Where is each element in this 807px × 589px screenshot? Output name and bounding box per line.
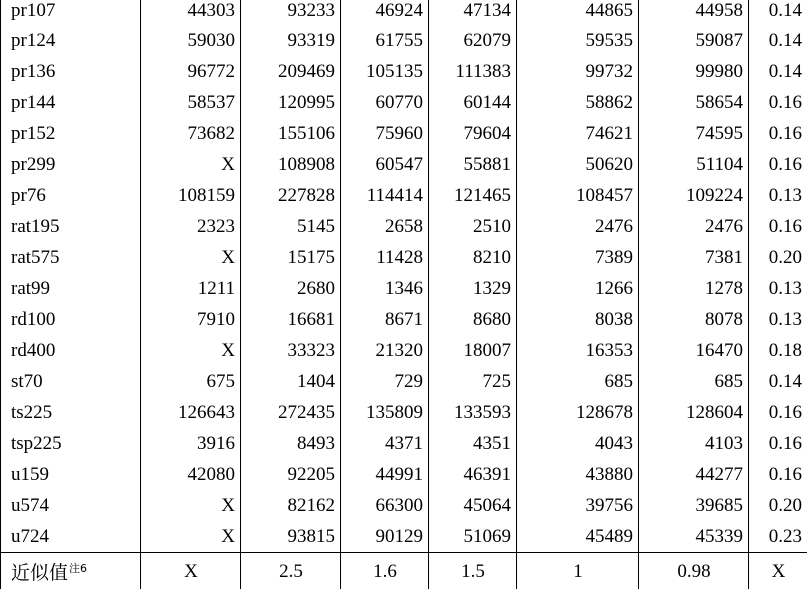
value-cell: 2476 xyxy=(517,211,639,242)
value-cell: 8210 xyxy=(429,242,517,273)
value-cell: 0.16 xyxy=(749,87,807,118)
value-cell: 33323 xyxy=(241,335,341,366)
value-cell: 0.14 xyxy=(749,366,807,397)
value-cell: 0.14 xyxy=(749,56,807,87)
value-cell: 42080 xyxy=(141,459,241,490)
value-cell: 44303 xyxy=(141,0,241,25)
value-cell: 16470 xyxy=(639,335,749,366)
value-cell: 55881 xyxy=(429,149,517,180)
value-cell: 2680 xyxy=(241,273,341,304)
value-cell: 2510 xyxy=(429,211,517,242)
value-cell: 90129 xyxy=(341,521,429,553)
value-cell: 43880 xyxy=(517,459,639,490)
instance-name-cell: u724 xyxy=(1,521,141,553)
value-cell: 62079 xyxy=(429,25,517,56)
value-cell: 0.16 xyxy=(749,428,807,459)
table-row xyxy=(1,397,807,428)
value-cell: 8493 xyxy=(241,428,341,459)
table-row xyxy=(1,366,807,397)
value-cell: 133593 xyxy=(429,397,517,428)
value-cell: 45489 xyxy=(517,521,639,553)
value-cell: 105135 xyxy=(341,56,429,87)
value-cell: 155106 xyxy=(241,118,341,149)
value-cell: 8671 xyxy=(341,304,429,335)
value-cell: 0.20 xyxy=(749,242,807,273)
table-row xyxy=(1,304,807,335)
instance-name-cell: rat195 xyxy=(1,211,141,242)
value-cell: 4371 xyxy=(341,428,429,459)
table-row xyxy=(1,56,807,87)
value-cell: 108457 xyxy=(517,180,639,211)
table-row xyxy=(1,211,807,242)
value-cell: 1278 xyxy=(639,273,749,304)
table-row xyxy=(1,428,807,459)
value-cell: X xyxy=(141,490,241,521)
value-cell: 0.18 xyxy=(749,335,807,366)
value-cell: 15175 xyxy=(241,242,341,273)
value-cell: 39756 xyxy=(517,490,639,521)
instance-name-cell: pr299 xyxy=(1,149,141,180)
value-cell: 74621 xyxy=(517,118,639,149)
value-cell: 45064 xyxy=(429,490,517,521)
value-cell: 4103 xyxy=(639,428,749,459)
value-cell: 93233 xyxy=(241,0,341,25)
value-cell: 135809 xyxy=(341,397,429,428)
value-cell: 120995 xyxy=(241,87,341,118)
approximation-value: 0.98 xyxy=(639,553,749,589)
value-cell: X xyxy=(141,521,241,553)
value-cell: 16681 xyxy=(241,304,341,335)
value-cell: 39685 xyxy=(639,490,749,521)
value-cell: 18007 xyxy=(429,335,517,366)
value-cell: 8078 xyxy=(639,304,749,335)
value-cell: 4043 xyxy=(517,428,639,459)
value-cell: 51069 xyxy=(429,521,517,553)
value-cell: 1346 xyxy=(341,273,429,304)
value-cell: 126643 xyxy=(141,397,241,428)
instance-name-cell: rat575 xyxy=(1,242,141,273)
value-cell: 58537 xyxy=(141,87,241,118)
value-cell: 93815 xyxy=(241,521,341,553)
value-cell: 128604 xyxy=(639,397,749,428)
value-cell: 1211 xyxy=(141,273,241,304)
value-cell: 44958 xyxy=(639,0,749,25)
value-cell: 46391 xyxy=(429,459,517,490)
value-cell: 3916 xyxy=(141,428,241,459)
value-cell: 0.16 xyxy=(749,397,807,428)
instance-name-cell: pr144 xyxy=(1,87,141,118)
value-cell: 1329 xyxy=(429,273,517,304)
approximation-value: X xyxy=(749,553,807,589)
table-row xyxy=(1,459,807,490)
instance-name-cell: u574 xyxy=(1,490,141,521)
value-cell: 729 xyxy=(341,366,429,397)
value-cell: 0.16 xyxy=(749,149,807,180)
value-cell: 109224 xyxy=(639,180,749,211)
value-cell: 79604 xyxy=(429,118,517,149)
value-cell: 73682 xyxy=(141,118,241,149)
value-cell: 75960 xyxy=(341,118,429,149)
value-cell: 7381 xyxy=(639,242,749,273)
value-cell: 108908 xyxy=(241,149,341,180)
instance-name-cell: tsp225 xyxy=(1,428,141,459)
table-row xyxy=(1,25,807,56)
value-cell: 108159 xyxy=(141,180,241,211)
value-cell: 2323 xyxy=(141,211,241,242)
value-cell: 0.23 xyxy=(749,521,807,553)
value-cell: 51104 xyxy=(639,149,749,180)
value-cell: 59535 xyxy=(517,25,639,56)
value-cell: 1404 xyxy=(241,366,341,397)
value-cell: 92205 xyxy=(241,459,341,490)
value-cell: 725 xyxy=(429,366,517,397)
approximation-value: 1 xyxy=(517,553,639,589)
value-cell: 44991 xyxy=(341,459,429,490)
value-cell: 0.13 xyxy=(749,304,807,335)
value-cell: 45339 xyxy=(639,521,749,553)
value-cell: 0.13 xyxy=(749,180,807,211)
value-cell: 2658 xyxy=(341,211,429,242)
value-cell: 96772 xyxy=(141,56,241,87)
table-row xyxy=(1,335,807,366)
instance-name-cell: rd100 xyxy=(1,304,141,335)
value-cell: 66300 xyxy=(341,490,429,521)
value-cell: 4351 xyxy=(429,428,517,459)
instance-name-cell: st70 xyxy=(1,366,141,397)
value-cell: 272435 xyxy=(241,397,341,428)
approximation-value: 2.5 xyxy=(241,553,341,589)
value-cell: 60547 xyxy=(341,149,429,180)
value-cell: 21320 xyxy=(341,335,429,366)
value-cell: 0.16 xyxy=(749,211,807,242)
value-cell: 74595 xyxy=(639,118,749,149)
instance-name-cell: rd400 xyxy=(1,335,141,366)
value-cell: 209469 xyxy=(241,56,341,87)
table-row xyxy=(1,490,807,521)
instance-name-cell: pr124 xyxy=(1,25,141,56)
value-cell: 114414 xyxy=(341,180,429,211)
approximation-value: X xyxy=(141,553,241,589)
approximation-row xyxy=(1,553,807,589)
value-cell: 0.14 xyxy=(749,0,807,25)
value-cell: 0.16 xyxy=(749,118,807,149)
instance-name-cell: pr136 xyxy=(1,56,141,87)
table-row xyxy=(1,118,807,149)
value-cell: 47134 xyxy=(429,0,517,25)
value-cell: 99980 xyxy=(639,56,749,87)
value-cell: 685 xyxy=(639,366,749,397)
table-row xyxy=(1,180,807,211)
value-cell: 93319 xyxy=(241,25,341,56)
value-cell: 61755 xyxy=(341,25,429,56)
value-cell: 99732 xyxy=(517,56,639,87)
value-cell: 675 xyxy=(141,366,241,397)
approximation-value: 1.6 xyxy=(341,553,429,589)
value-cell: 685 xyxy=(517,366,639,397)
value-cell: 11428 xyxy=(341,242,429,273)
approximation-label: 近似值 xyxy=(11,562,68,584)
table-row xyxy=(1,87,807,118)
value-cell: 8680 xyxy=(429,304,517,335)
value-cell: 44277 xyxy=(639,459,749,490)
value-cell: 8038 xyxy=(517,304,639,335)
value-cell: 59030 xyxy=(141,25,241,56)
instance-name-cell: ts225 xyxy=(1,397,141,428)
table-row xyxy=(1,149,807,180)
instance-name-cell: rat99 xyxy=(1,273,141,304)
value-cell: 0.14 xyxy=(749,25,807,56)
value-cell: 0.20 xyxy=(749,490,807,521)
table-row xyxy=(1,521,807,553)
value-cell: 59087 xyxy=(639,25,749,56)
value-cell: 121465 xyxy=(429,180,517,211)
value-cell: 0.13 xyxy=(749,273,807,304)
table-row xyxy=(1,273,807,304)
instance-name-cell: u159 xyxy=(1,459,141,490)
value-cell: 82162 xyxy=(241,490,341,521)
approximation-label-cell xyxy=(1,553,141,589)
value-cell: 128678 xyxy=(517,397,639,428)
value-cell: 58654 xyxy=(639,87,749,118)
value-cell: 7910 xyxy=(141,304,241,335)
table-row xyxy=(1,0,807,25)
value-cell: 7389 xyxy=(517,242,639,273)
instance-name-cell: pr107 xyxy=(1,0,141,25)
value-cell: 60770 xyxy=(341,87,429,118)
footnote-marker: 注6 xyxy=(69,562,87,575)
value-cell: X xyxy=(141,335,241,366)
value-cell: 2476 xyxy=(639,211,749,242)
instance-name-cell: pr152 xyxy=(1,118,141,149)
value-cell: 227828 xyxy=(241,180,341,211)
table-body xyxy=(1,0,807,553)
value-cell: 60144 xyxy=(429,87,517,118)
value-cell: 58862 xyxy=(517,87,639,118)
value-cell: 111383 xyxy=(429,56,517,87)
value-cell: 0.16 xyxy=(749,459,807,490)
value-cell: 1266 xyxy=(517,273,639,304)
value-cell: 5145 xyxy=(241,211,341,242)
approximation-value: 1.5 xyxy=(429,553,517,589)
value-cell: 46924 xyxy=(341,0,429,25)
value-cell: X xyxy=(141,149,241,180)
value-cell: 50620 xyxy=(517,149,639,180)
table-row xyxy=(1,242,807,273)
value-cell: 16353 xyxy=(517,335,639,366)
instance-name-cell: pr76 xyxy=(1,180,141,211)
value-cell: 44865 xyxy=(517,0,639,25)
value-cell: X xyxy=(141,242,241,273)
